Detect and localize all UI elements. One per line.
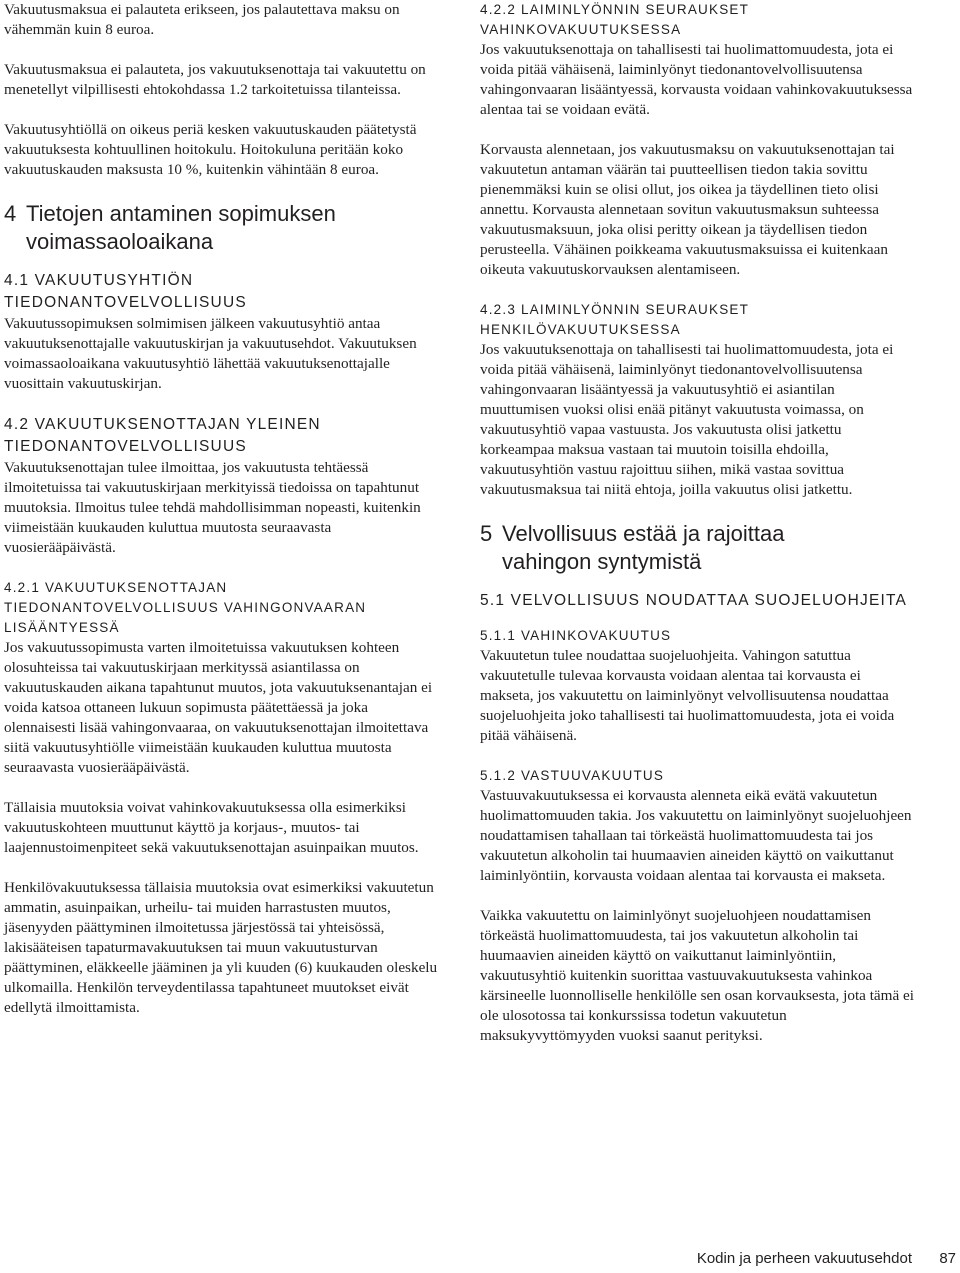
- paragraph: Jos vakuutussopimusta varten ilmoitetuissa vakuutuksen kohteen olosuhteissa tai vakuutuskirjaan merkityssä asiantilassa on vakuutuskauden aikana tapahtunut muutos, jota vakuutuksenantajan ei voida katsoa ottaneen lukuun sopimusta päätettäessä ja joka olennaisesti lisää vahingonvaaraa, on vakuutuksenottajan ilmoitettava siitä vakuutusyhtiölle viimeistään kuukauden kuluttua muutosta seuraavasta vuosierääpäivästä.: [4, 639, 433, 776]
- paragraph: Vaikka vakuutettu on laiminlyönyt suojeluohjeen noudattamisen törkeästä huolimattomuudesta, tai jos vakuutetun alkoholin tai huumaavien aineiden käyttö on vaikuttanut laiminlyöntiin, vakuutusyhtiö kuitenkin suorittaa vastuuvakuutuksesta vahinkoa kärsineelle luonnolliselle henkilölle sen osan korvauksesta, jota tämä ei ole ulosotossa tai konkurssissa todetun vakuutetun maksukyvyttömyyden vuoksi saanut perityksi.: [480, 907, 914, 1044]
- paragraph: Jos vakuutuksenottaja on tahallisesti tai huolimattomuudesta, jota ei voida pitää vähäisenä, laiminlyönyt tiedonantovelvollisuutensa vahingonvaaran lisääntyessä ja vakuutusyhtiö ei asiantilan muuttumisen vuoksi olisi enää pitänyt vakuutusta voimassa, on vakuutusyhtiö vapaa vastuusta. Jos vakuutusta olisi jatkettu korkeampaa maksua vastaan tai muutoin toisilla ehdoilla, vakuutusyhtiön vastuu rajoittuu siihen, mikä vastaa sovittua vakuutusmaksua tai niitä ehtoja, joilla vakuutus olisi jatkettu.: [480, 341, 894, 498]
- footer-title: Kodin ja perheen vakuutusehdot: [696, 1250, 912, 1267]
- paragraph: Vakuutussopimuksen solmimisen jälkeen vakuutusyhtiö antaa vakuutuksenottajalle vakuutuskirjan ja vakuutusehdot. Vakuutuksen voimassaoloaikana vakuutusyhtiö lähettää vakuutuksenottajalle vuosittain vakuutuskirjan.: [4, 315, 417, 392]
- paragraph: Vakuutusmaksua ei palauteta, jos vakuutuksenottaja tai vakuutettu on menetellyt vilpillisesti ehtokohdassa 1.2 tarkoitetuissa tilanteissa.: [4, 61, 426, 98]
- paragraph: Vakuutuksenottajan tulee ilmoittaa, jos vakuutusta tehtäessä ilmoitetuissa tai vakuutuskirjaan merkityissä tiedoissa on tapahtunut muutoksia. Ilmoitus tulee tehdä mahdollisimman nopeasti, kuitenkin viimeistään kuukauden kuluttua muutosta seuraavasta vuosierääpäivästä.: [4, 459, 421, 556]
- section-title-line1: Tietojen antaminen sopimuksen: [26, 201, 336, 226]
- subsection-heading-4-2-1: 4.2.1 VAKUUTUKSENOTTAJAN TIEDONANTOVELVOLLISUUS VAHINGONVAARAN LISÄÄNTYESSÄ: [4, 580, 367, 635]
- paragraph: Vakuutetun tulee noudattaa suojeluohjeita. Vahingon satuttua vakuutetulle tulevaa korvausta voidaan alentaa tai korvausta ei makseta, jos vakuutettu on laiminlyönyt velvollisuutensa noudattaa suojeluohjeita joko tahallisesti tai huolimattomuudesta, jota ei voida pitää vähäisenä.: [480, 647, 895, 744]
- paragraph: Jos vakuutuksenottaja on tahallisesti tai huolimattomuudesta, jota ei voida pitää vähäisenä, laiminlyönyt tiedonantovelvollisuutensa vahingonvaaran lisääntyessä, korvausta voidaan vahinkovakuutuksessa alentaa tai se voidaan evätä.: [480, 41, 913, 118]
- subsection-heading-5-1-1: 5.1.1 VAHINKOVAKUUTUS: [480, 628, 672, 643]
- subsection-heading-5-1: 5.1 VELVOLLISUUS NOUDATTAA SUOJELUOHJEITA: [480, 592, 908, 609]
- section-heading-4: [4, 200, 440, 256]
- paragraph: Tällaisia muutoksia voivat vahinkovakuutuksessa olla esimerkiksi vakuutuskohteen muuttunut käyttö ja korjaus-, muutos- tai laajennustoimenpiteet sekä vakuutuksenottajan asuinpaikan muutos.: [4, 799, 419, 856]
- section-title-line1: Velvollisuus estää ja rajoittaa: [502, 521, 785, 546]
- subsection-heading-4-1: 4.1 VAKUUTUSYHTIÖN TIEDONANTOVELVOLLISUUS: [4, 272, 247, 311]
- left-column: [4, 0, 440, 1018]
- page-footer: [0, 1246, 960, 1273]
- section-title-line2: vahingon syntymistä: [502, 549, 702, 574]
- paragraph: Korvausta alennetaan, jos vakuutusmaksu on vakuutuksenottajan tai vakuutetun antaman väärän tai puutteellisen tiedon takia sovittu pienemmäksi kuin se olisi ollut, jos oikea ja täydellinen tieto olisi annettu. Korvausta alennetaan sovitun vakuutusmaksun suhteessa vakuutusmaksuun, joka olisi peritty oikean ja täydellisen tiedon perusteella. Vähäinen poikkeama vakuutusmaksuissa ei kuitenkaan oikeuta vakuutuskorvauksen alentamiseen.: [480, 141, 895, 278]
- subsection-heading-5-1-2: 5.1.2 VASTUUVAKUUTUS: [480, 768, 665, 783]
- section-number: 4: [4, 201, 17, 226]
- subsection-heading-4-2-3: 4.2.3 LAIMINLYÖNNIN SEURAUKSET HENKILÖVAKUUTUKSESSA: [480, 302, 749, 337]
- paragraph: Vastuuvakuutuksessa ei korvausta alenneta eikä evätä vakuutetun huolimattomuuden takia. Jos vakuutettu on laiminlyönyt suojeluohjeen noudattamisen tahallaan tai törkeästä huolimattomuudesta tai jos vakuutetun alkoholin tai huumaavien aineiden käyttö on vaikuttanut laiminlyöntiin, korvausta voidaan alentaa tai korvausta ei makseta.: [480, 787, 912, 884]
- paragraph: Vakuutusmaksua ei palauteta erikseen, jos palautettava maksu on vähemmän kuin 8 euroa.: [4, 1, 400, 38]
- section-title-line2: voimassaoloaikana: [26, 229, 214, 254]
- subsection-heading-4-2-2: 4.2.2 LAIMINLYÖNNIN SEURAUKSET VAHINKOVAKUUTUKSESSA: [480, 2, 749, 37]
- section-number: 5: [480, 521, 493, 546]
- section-heading-5: [480, 520, 916, 576]
- paragraph: Henkilövakuutuksessa tällaisia muutoksia ovat esimerkiksi vakuutetun ammatin, asuinpaikan, urheilu- tai muiden harrastusten muutos, jäsenyyden päättyminen ilmoitetussa järjestössä tai yhteisössä, lakisääteisen tapaturmavakuutuksen tai muun vakuutusturvan päättyminen, eläkkeelle jääminen ja yli kuuden (6) kuukauden oleskelu ulkomailla. Henkilön terveydentilassa tapahtuneet muutokset eivät edellytä ilmoittamista.: [4, 879, 438, 1016]
- paragraph: Vakuutusyhtiöllä on oikeus periä kesken vakuutuskauden päätetystä vakuutuksesta kohtuullinen hoitokulu. Hoitokuluna peritään koko vakuutuskauden maksusta 10 %, kuitenkin vähintään 8 euroa.: [4, 121, 417, 178]
- page-number: 87: [939, 1250, 956, 1267]
- right-column: [480, 0, 916, 1046]
- subsection-heading-4-2: 4.2 VAKUUTUKSENOTTAJAN YLEINEN TIEDONANTOVELVOLLISUUS: [4, 416, 321, 455]
